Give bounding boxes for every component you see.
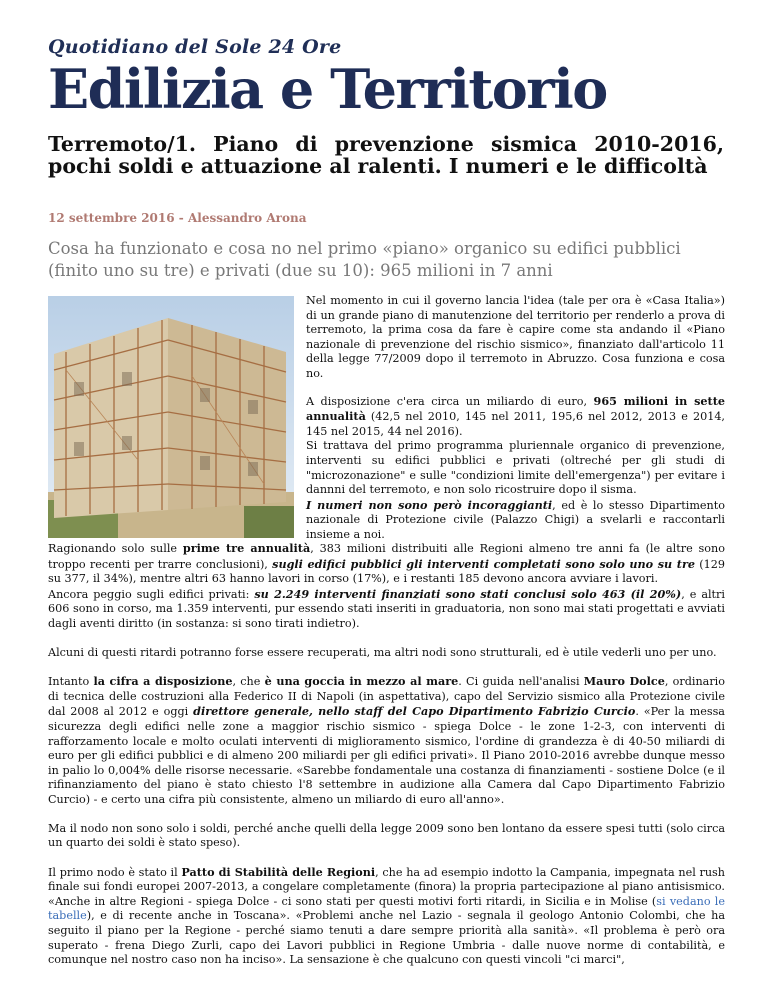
body-paragraph: Ragionando solo sulle prime tre annualità, 383 milioni distribuiti alle Regioni almeno tre anni fa (le altre sono troppo recenti per trarre conclusioni), sugli edifici pubblici gli interventi completati sono solo uno su tre (129 su 377, il 34%), mentre altri 63 hanno lavori in corso (17%), e i restanti 185 devono ancora avviare i lavori. Ancora peggio sugli edifici privati: su 2.249 interventi finanziati sono stati conclusi solo 463 (il 20%), e altri 606 sono in corso, ma 1.359 interventi, pur essendo stati inseriti in graduatoria, non sono mai stati progettati e avviati dagli aventi diritto (in sostanza: si sono tirati indietro). xyxy=(48,541,725,630)
body-paragraph: Il primo nodo è stato il Patto di Stabilità delle Regioni, che ha ad esempio indotto la Campania, impegnata nel rush finale sui fondi europei 2007-2013, a congelare completamente (finora) la propria partecipazione al piano antisismico. «Anche in altre Regioni - spiega Dolce - ci sono stati per questi motivi forti ritardi, in Sicilia e in Molise (si vedano le tabelle), e di recente anche in Toscana». «Problemi anche nel Lazio - segnala il geologo Antonio Colombi, che ha seguito il piano per la Regione - perché siamo tenuti a dare sempre priorità alla sanità». «Il problema è però ora superato - frena Diego Zurli, capo dei Lavori pubblici in Regione Umbria - dalle nuove norme di contabilità, e comunque nel nostro caso non ha inciso». La sensazione è che qualcuno con questi vincoli "ci marci", xyxy=(48,864,725,967)
masthead xyxy=(48,36,728,121)
body-paragraph: Intanto la cifra a disposizione, che è una goccia in mezzo al mare. Ci guida nell'analisi Mauro Dolce, ordinario di tecnica delle costruzioni alla Federico II di Napoli (in aspettativa), capo del Servizio sismico alla Protezione civile dal 2008 al 2012 e oggi direttore generale, nello staff del Capo Dipartimento Fabrizio Curcio. «Per la messa sicurezza degli edifici nelle zone a maggior rischio sismico - spiega Dolce - le zone 1-2-3, con interventi di rafforzamento locale e molto oculati interventi di miglioramento sismico, l'ordine di grandezza è di 40-50 miliardi di euro per gli edifici pubblici e di almeno 200 miliardi per gli edifici privati». Il Piano 2010-2016 avrebbe dunque messo in palio lo 0,004% delle risorse necessarie. «Sarebbe fondamentale una costanza di finanziamenti - sostiene Dolce (e il rifinanziamento del piano è stato chiesto l'8 settembre in audizione alla Camera dal Capo Dipartimento Fabrizio Curcio) - e certo una cifra più consistente, almeno un miliardo di euro all'anno». xyxy=(48,674,725,806)
article-summary: Cosa ha funzionato e cosa no nel primo «piano» organico su edifici pubblici (finito uno su tre) e privati (due su 10): 965 milioni in 7 anni xyxy=(48,239,681,280)
tables-link[interactable]: si vedano le tabelle xyxy=(48,894,725,923)
building-scaffolding-photo xyxy=(48,296,294,538)
body-paragraph: Ma il nodo non sono solo i soldi, perché anche quelli della legge 2009 sono ben lontano da essere spesi tutti (solo circa un quarto dei soldi è stato speso). xyxy=(48,821,725,850)
article-headline: Terremoto/1. Piano di prevenzione sismica 2010-2016, pochi soldi e attuazione al ralenti. I numeri e le difficoltà xyxy=(48,132,724,178)
article-body xyxy=(48,541,725,982)
masthead-kicker: Quotidiano del Sole 24 Ore xyxy=(48,36,342,58)
body-paragraph: Alcuni di questi ritardi potranno forse essere recuperati, ma altri nodi sono strutturali, ed è utile vederli uno per uno. xyxy=(48,645,717,659)
intro-paragraph-funding: A disposizione c'era circa un miliardo di euro, 965 milioni in sette annualità (42,5 nel 2010, 145 nel 2011, 195,6 nel 2012, 2013 e 2014, 145 nel 2015, 44 nel 2016). Si trattava del primo programma pluriennale organico di prevenzione, interventi su edifici pubblici e privati (oltreché per gli studi di "microzonazione" e sulle "condizioni limite dell'emergenza") per evitare i dannni del terremoto, e non solo ricostruire dopo il sisma. I numeri non sono però incoraggianti, ed è lo stesso Dipartimento nazionale di Protezione civile (Palazzo Chigi) a svelarli e raccontarli insieme a noi. xyxy=(306,393,725,541)
article-byline: 12 settembre 2016 - Alessandro Arona xyxy=(48,211,307,225)
masthead-brand[interactable]: Edilizia e Territorio xyxy=(48,57,607,121)
intro-paragraph: Nel momento in cui il governo lancia l'idea (tale per ora è «Casa Italia») di un grande piano di manutenzione del territorio per renderlo a prova di terremoto, la prima cosa da fare è capire come sta andando il «Piano nazionale di prevenzione del rischio sismico», finanziato dall'articolo 11 della legge 77/2009 dopo il terremoto in Abruzzo. Cosa funziona e cosa no. xyxy=(306,294,725,380)
article-intro-column xyxy=(306,294,725,555)
